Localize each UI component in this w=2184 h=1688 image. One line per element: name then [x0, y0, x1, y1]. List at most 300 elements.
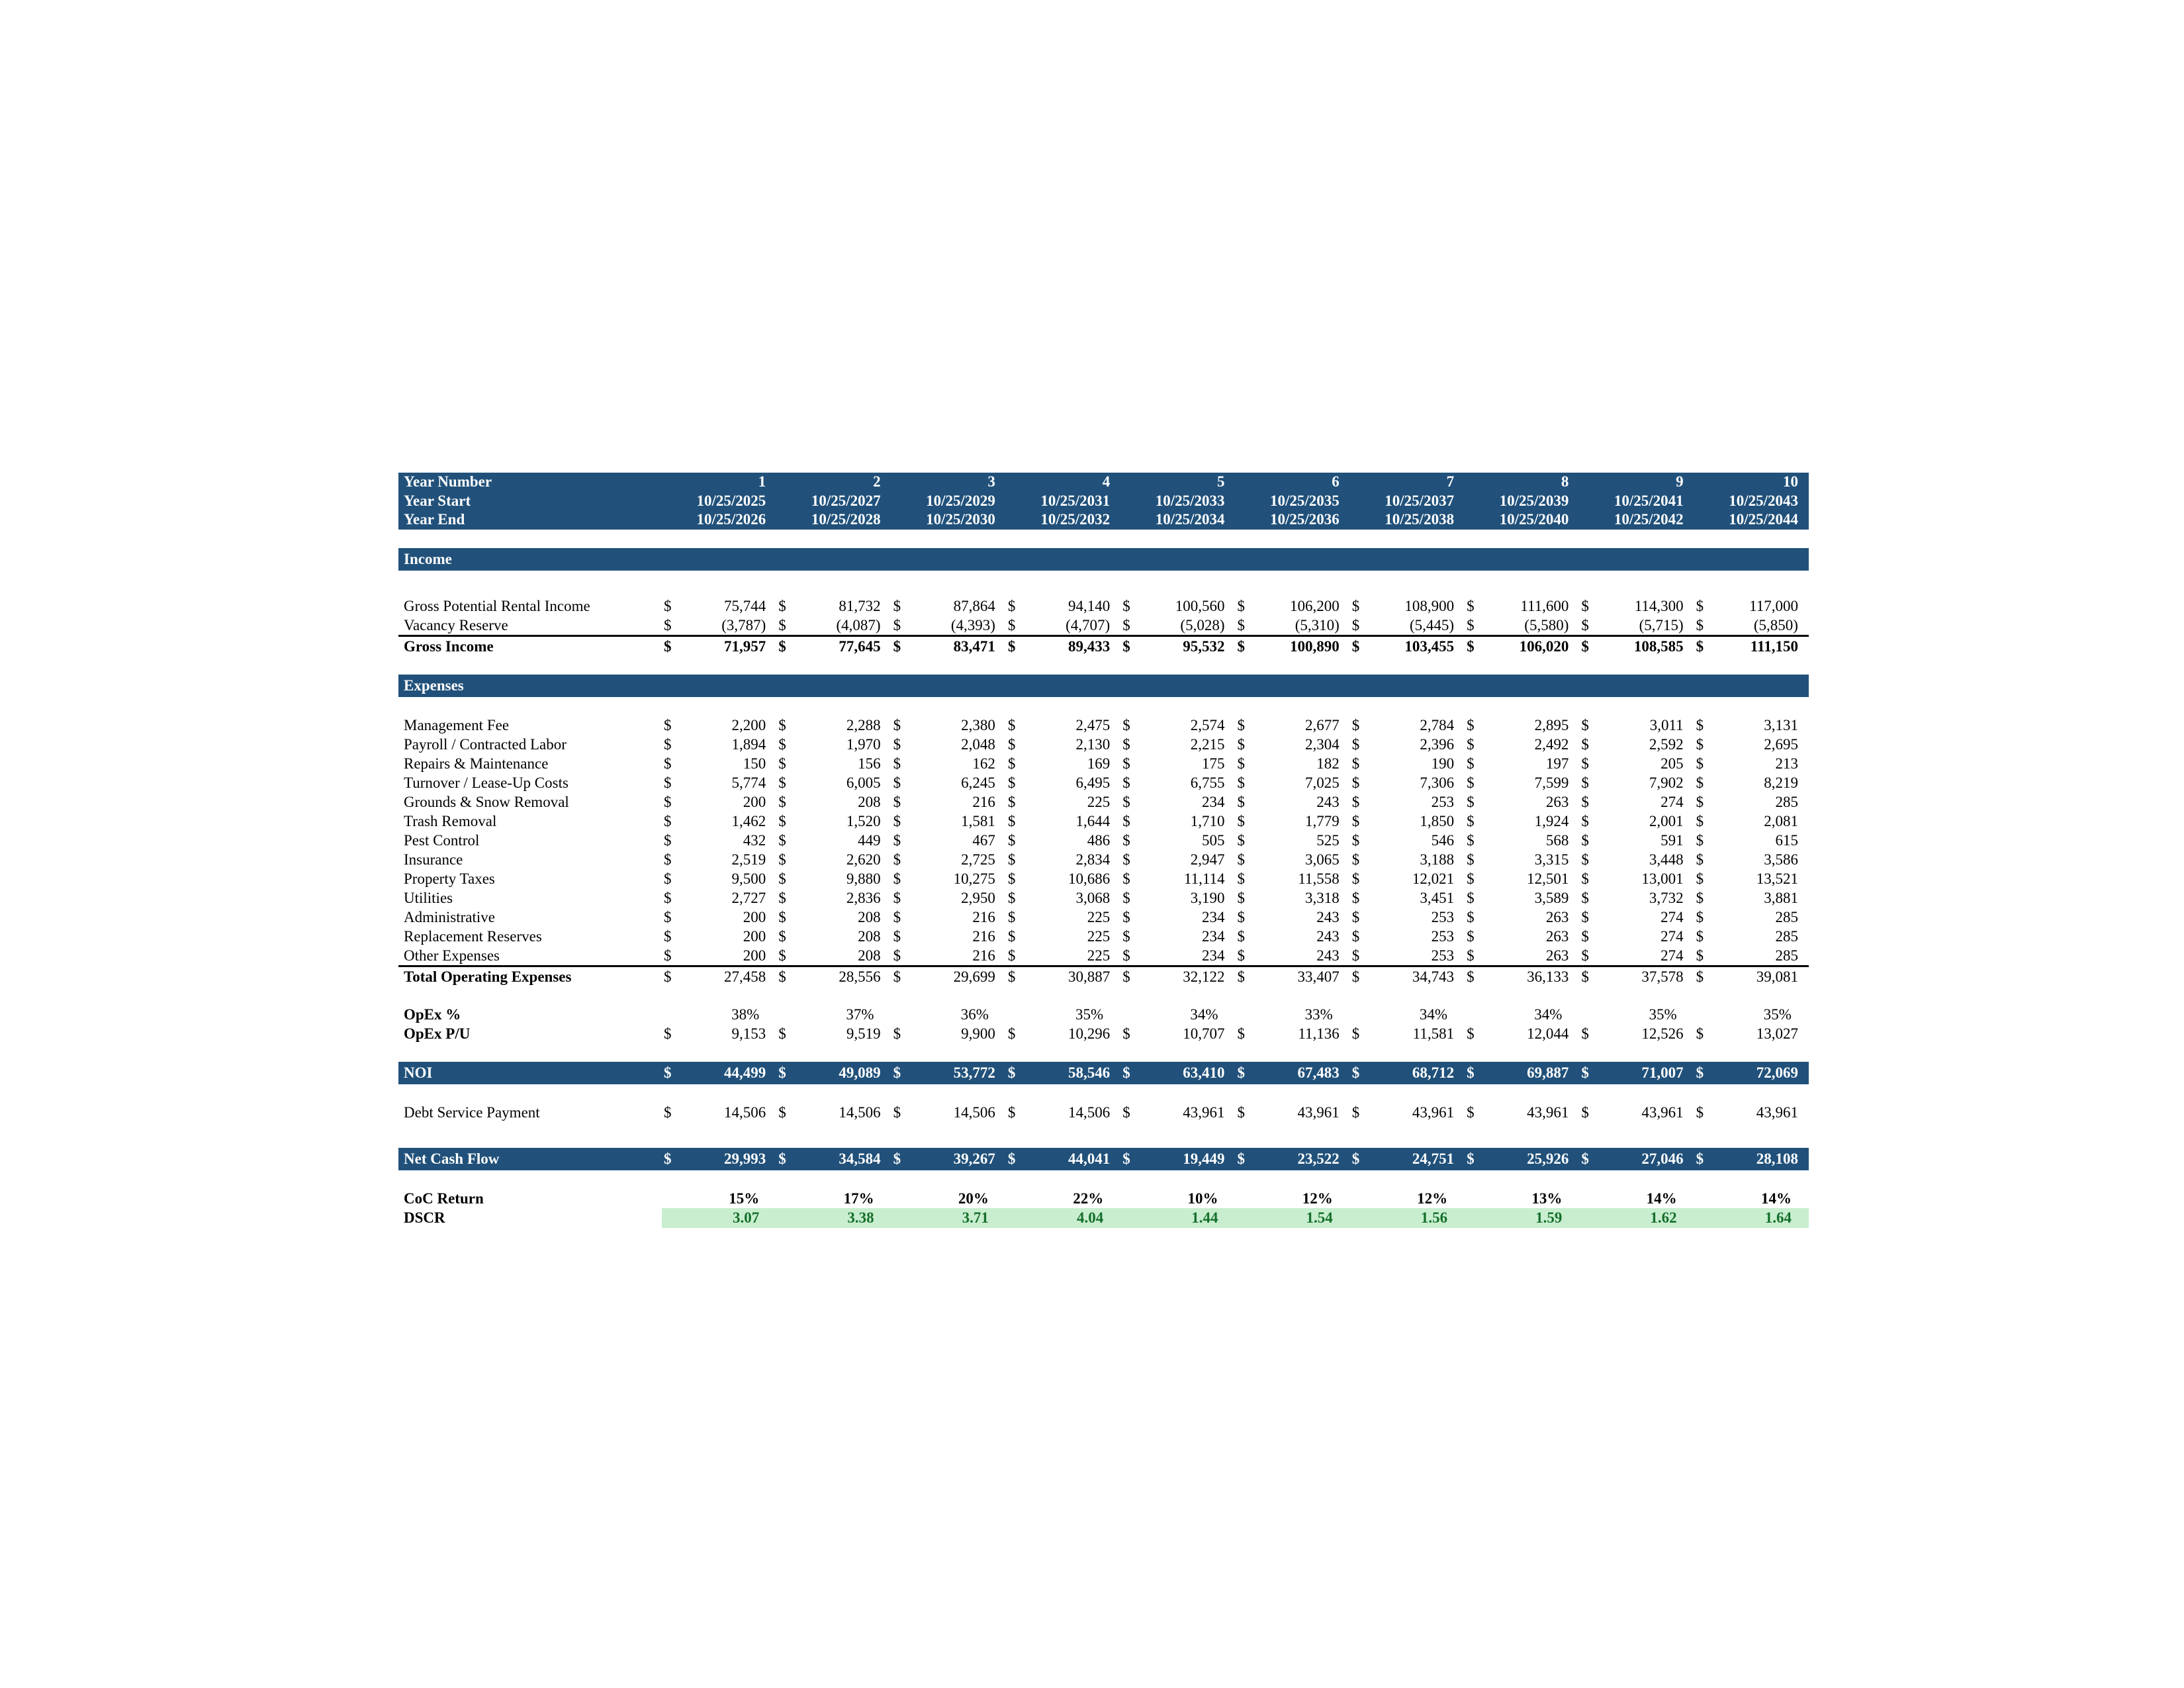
- cell-value: 24,751: [1412, 1150, 1455, 1168]
- dollar-sign: $: [1351, 1064, 1360, 1082]
- dollar-sign: $: [1581, 755, 1589, 773]
- dollar-sign: $: [893, 1025, 901, 1043]
- year-cell: [891, 492, 1006, 511]
- dollar-sign: $: [1007, 617, 1016, 634]
- value-cell: [1235, 869, 1349, 888]
- cell-value: (5,715): [1639, 617, 1684, 634]
- year-cell: [776, 510, 891, 530]
- value-cell: [662, 1024, 776, 1043]
- row-label: Other Expenses: [404, 947, 500, 964]
- row-values: [662, 1024, 1809, 1043]
- dollar-sign: $: [1007, 813, 1016, 830]
- dollar-sign: $: [778, 736, 786, 753]
- value-cell: [1694, 888, 1809, 908]
- dollar-sign: $: [1007, 1025, 1016, 1043]
- dollar-sign: $: [1467, 717, 1475, 734]
- dscr-row: [398, 1208, 1809, 1228]
- cell-value: 10/25/2026: [696, 511, 766, 528]
- row-label: Gross Income: [404, 638, 494, 655]
- cell-value: 44,499: [724, 1064, 766, 1082]
- dollar-sign: $: [1467, 1064, 1475, 1082]
- value-cell: [1006, 908, 1120, 927]
- cell-value: 449: [858, 832, 881, 849]
- cell-value: 14,506: [724, 1104, 766, 1121]
- row-label: Turnover / Lease-Up Costs: [404, 774, 569, 792]
- cell-value: 10/25/2025: [696, 492, 766, 509]
- value-cell: [1694, 1005, 1809, 1024]
- cell-value: 10/25/2043: [1729, 492, 1798, 509]
- value-cell: [1235, 616, 1349, 635]
- dollar-sign: $: [778, 890, 786, 907]
- dollar-sign: $: [893, 598, 901, 615]
- cell-value: 13,001: [1641, 870, 1684, 888]
- dollar-sign: $: [664, 909, 672, 926]
- cell-value: 285: [1775, 794, 1798, 811]
- cell-value: 3,318: [1305, 890, 1340, 907]
- value-cell: [1579, 850, 1694, 869]
- row-values: [662, 850, 1809, 869]
- dollar-sign: $: [1351, 736, 1360, 753]
- value-cell: [662, 967, 776, 986]
- year-cell: [1006, 492, 1120, 511]
- value-cell: [1694, 1208, 1809, 1228]
- cell-value: 10/25/2036: [1270, 511, 1340, 528]
- cell-value: 1: [758, 473, 766, 490]
- cell-value: 1,779: [1305, 813, 1340, 830]
- dollar-sign: $: [664, 947, 672, 964]
- dollar-sign: $: [778, 1150, 786, 1168]
- value-cell: [1120, 967, 1235, 986]
- dollar-sign: $: [778, 794, 786, 811]
- row-label: Management Fee: [404, 717, 510, 734]
- cell-value: 546: [1431, 832, 1455, 849]
- dollar-sign: $: [1007, 851, 1016, 868]
- dollar-sign: $: [1581, 1150, 1589, 1168]
- dollar-sign: $: [1237, 1104, 1245, 1121]
- dollar-sign: $: [1351, 794, 1360, 811]
- cell-value: 72,069: [1756, 1064, 1798, 1082]
- cell-value: 9: [1676, 473, 1684, 490]
- dollar-sign: $: [1007, 968, 1016, 986]
- row-values: [662, 596, 1809, 616]
- cell-value: 2,519: [731, 851, 766, 868]
- value-cell: [891, 869, 1006, 888]
- cell-value: 19,449: [1183, 1150, 1225, 1168]
- dollar-sign: $: [1467, 909, 1475, 926]
- cell-value: 5: [1216, 473, 1225, 490]
- dollar-sign: $: [1696, 968, 1704, 986]
- dollar-sign: $: [1351, 755, 1360, 773]
- dollar-sign: $: [1351, 717, 1360, 734]
- dollar-sign: $: [1351, 617, 1360, 634]
- dollar-sign: $: [1696, 1104, 1704, 1121]
- dollar-sign: $: [1122, 794, 1130, 811]
- value-cell: [1350, 754, 1465, 773]
- cell-value: 2,081: [1764, 813, 1798, 830]
- cell-value: 225: [1087, 928, 1111, 945]
- row-label: Year Number: [404, 473, 492, 490]
- cell-value: 234: [1201, 909, 1225, 926]
- dollar-sign: $: [1007, 909, 1016, 926]
- value-cell: [1694, 831, 1809, 850]
- cell-value: (5,850): [1753, 617, 1798, 634]
- cell-value: 68,712: [1412, 1064, 1455, 1082]
- dollar-sign: $: [1007, 598, 1016, 615]
- dollar-sign: $: [1237, 638, 1245, 655]
- row-label: OpEx %: [404, 1006, 461, 1023]
- value-cell: [776, 927, 891, 946]
- spacer-row: [398, 1122, 1809, 1148]
- value-cell: [1694, 1062, 1809, 1084]
- cell-value: 7,306: [1420, 774, 1455, 792]
- dollar-sign: $: [1122, 909, 1130, 926]
- cell-value: 7,025: [1305, 774, 1340, 792]
- cell-value: 285: [1775, 909, 1798, 926]
- cell-value: 243: [1316, 928, 1340, 945]
- row-label: Trash Removal: [404, 813, 497, 830]
- value-cell: [1579, 792, 1694, 812]
- dollar-sign: $: [1007, 832, 1016, 849]
- value-cell: [1579, 946, 1694, 965]
- value-cell: [776, 1103, 891, 1122]
- value-cell: [662, 888, 776, 908]
- cell-value: 1,924: [1534, 813, 1569, 830]
- value-cell: [891, 596, 1006, 616]
- spacer-row: [398, 530, 1809, 548]
- value-cell: [662, 946, 776, 965]
- cell-value: 2,001: [1649, 813, 1684, 830]
- dollar-sign: $: [1237, 1064, 1245, 1082]
- cell-value: 15%: [729, 1190, 760, 1207]
- cell-value: 12,021: [1412, 870, 1455, 888]
- value-cell: [1465, 716, 1579, 735]
- value-cell: [891, 812, 1006, 831]
- cell-value: 13%: [1531, 1190, 1563, 1207]
- row-label: NOI: [404, 1064, 433, 1082]
- value-cell: [891, 716, 1006, 735]
- dollar-sign: $: [1122, 832, 1130, 849]
- dollar-sign: $: [1467, 832, 1475, 849]
- cell-value: 27,046: [1641, 1150, 1684, 1168]
- cell-value: 36,133: [1527, 968, 1569, 986]
- cell-value: 34%: [1190, 1006, 1218, 1023]
- dollar-sign: $: [1581, 909, 1589, 926]
- section-band: Expenses: [398, 675, 1809, 697]
- cell-value: 1.64: [1764, 1209, 1792, 1227]
- value-cell: [662, 716, 776, 735]
- value-cell: [1579, 735, 1694, 754]
- dollar-sign: $: [664, 755, 672, 773]
- dollar-sign: $: [778, 947, 786, 964]
- value-cell: [1694, 637, 1809, 656]
- row-label: Administrative: [404, 909, 495, 926]
- cell-value: 3,448: [1649, 851, 1684, 868]
- dollar-sign: $: [1122, 638, 1130, 655]
- cell-value: 274: [1661, 947, 1684, 964]
- dollar-sign: $: [893, 794, 901, 811]
- value-cell: [1235, 1024, 1349, 1043]
- cell-value: 53,772: [953, 1064, 995, 1082]
- dollar-sign: $: [1007, 870, 1016, 888]
- dollar-sign: $: [1237, 755, 1245, 773]
- cell-value: 4.04: [1076, 1209, 1104, 1227]
- cell-value: 111,600: [1520, 598, 1569, 615]
- dollar-sign: $: [778, 598, 786, 615]
- dollar-sign: $: [778, 870, 786, 888]
- value-cell: [1235, 735, 1349, 754]
- value-cell: [1120, 754, 1235, 773]
- cell-value: (4,393): [950, 617, 995, 634]
- value-cell: [776, 869, 891, 888]
- value-cell: [891, 1024, 1006, 1043]
- cell-value: 43,961: [1412, 1104, 1455, 1121]
- value-cell: [891, 616, 1006, 635]
- dollar-sign: $: [664, 736, 672, 753]
- spacer-row: [398, 986, 1809, 1005]
- dollar-sign: $: [1696, 1025, 1704, 1043]
- cell-value: 505: [1201, 832, 1225, 849]
- cell-value: 11,114: [1183, 870, 1225, 888]
- cell-value: 2,200: [731, 717, 766, 734]
- cell-value: 11,558: [1298, 870, 1340, 888]
- cell-value: 58,546: [1068, 1064, 1111, 1082]
- cell-value: 182: [1316, 755, 1340, 773]
- value-cell: [1694, 735, 1809, 754]
- value-cell: [891, 946, 1006, 965]
- value-cell: [1006, 773, 1120, 792]
- dollar-sign: $: [1237, 717, 1245, 734]
- value-cell: [1006, 812, 1120, 831]
- dollar-sign: $: [664, 638, 672, 655]
- cell-value: 253: [1431, 928, 1455, 945]
- value-cell: [662, 1208, 776, 1228]
- value-cell: [891, 1062, 1006, 1084]
- dollar-sign: $: [1237, 947, 1245, 964]
- value-cell: [1350, 927, 1465, 946]
- value-cell: [1579, 908, 1694, 927]
- value-cell: [1579, 1148, 1694, 1170]
- cell-value: 208: [858, 928, 881, 945]
- value-cell: [1579, 888, 1694, 908]
- dollar-sign: $: [1007, 947, 1016, 964]
- row-values: [662, 616, 1809, 635]
- cell-value: 71,007: [1641, 1064, 1684, 1082]
- value-cell: [1006, 754, 1120, 773]
- cell-value: 10/25/2041: [1614, 492, 1684, 509]
- cell-value: 162: [972, 755, 995, 773]
- row-label: Debt Service Payment: [404, 1104, 540, 1121]
- value-cell: [1465, 773, 1579, 792]
- value-cell: [662, 1148, 776, 1170]
- table-body: [398, 530, 1809, 1228]
- cell-value: 2: [873, 473, 881, 490]
- table-row: [398, 908, 1809, 927]
- cell-value: 3,068: [1075, 890, 1111, 907]
- cell-value: 253: [1431, 794, 1455, 811]
- dollar-sign: $: [1007, 717, 1016, 734]
- value-cell: [1120, 831, 1235, 850]
- value-cell: [1235, 1148, 1349, 1170]
- cell-value: 13,521: [1756, 870, 1798, 888]
- value-cell: [776, 812, 891, 831]
- value-cell: [1120, 850, 1235, 869]
- row-values: [662, 927, 1809, 946]
- cell-value: 3,586: [1764, 851, 1798, 868]
- cell-value: 43,961: [1183, 1104, 1225, 1121]
- row-values: [662, 754, 1809, 773]
- value-cell: [1006, 1005, 1120, 1024]
- value-cell: [1465, 869, 1579, 888]
- cell-value: 1.44: [1191, 1209, 1218, 1227]
- value-cell: [1235, 888, 1349, 908]
- dollar-sign: $: [778, 832, 786, 849]
- cell-value: 200: [743, 928, 766, 945]
- table-row: [398, 946, 1809, 965]
- cell-value: 274: [1661, 928, 1684, 945]
- value-cell: [1350, 1208, 1465, 1228]
- value-cell: [891, 831, 1006, 850]
- spacer-row: [398, 1084, 1809, 1103]
- value-cell: [1350, 637, 1465, 656]
- value-cell: [662, 1103, 776, 1122]
- dollar-sign: $: [778, 1025, 786, 1043]
- dollar-sign: $: [1696, 717, 1704, 734]
- value-cell: [1350, 1024, 1465, 1043]
- cell-value: (5,445): [1410, 617, 1455, 634]
- value-cell: [662, 927, 776, 946]
- year-cell: [1350, 510, 1465, 530]
- dollar-sign: $: [1007, 1150, 1016, 1168]
- header-values: [662, 473, 1809, 492]
- cell-value: 10/25/2032: [1040, 511, 1111, 528]
- value-cell: [891, 888, 1006, 908]
- dollar-sign: $: [1696, 851, 1704, 868]
- cell-value: 285: [1775, 928, 1798, 945]
- dollar-sign: $: [1467, 890, 1475, 907]
- dollar-sign: $: [778, 1104, 786, 1121]
- dollar-sign: $: [1581, 794, 1589, 811]
- dollar-sign: $: [778, 928, 786, 945]
- cell-value: 2,288: [846, 717, 881, 734]
- cell-value: 568: [1545, 832, 1569, 849]
- cell-value: 22%: [1073, 1190, 1104, 1207]
- value-cell: [1694, 927, 1809, 946]
- cell-value: 1,462: [731, 813, 766, 830]
- dollar-sign: $: [1581, 1104, 1589, 1121]
- cell-value: 43,961: [1297, 1104, 1340, 1121]
- cell-value: 225: [1087, 794, 1111, 811]
- dollar-sign: $: [1581, 968, 1589, 986]
- dollar-sign: $: [1351, 1150, 1360, 1168]
- value-cell: [1694, 1148, 1809, 1170]
- row-values: [662, 1005, 1809, 1024]
- cell-value: 1,850: [1420, 813, 1455, 830]
- cell-value: 3,881: [1764, 890, 1798, 907]
- value-cell: [891, 1148, 1006, 1170]
- value-cell: [1006, 869, 1120, 888]
- cell-value: 10/25/2037: [1385, 492, 1455, 509]
- dollar-sign: $: [1581, 1064, 1589, 1082]
- cell-value: 6,755: [1190, 774, 1225, 792]
- dollar-sign: $: [1237, 1150, 1245, 1168]
- year-cell: [1350, 473, 1465, 492]
- cell-value: 87,864: [953, 598, 995, 615]
- cell-value: 200: [743, 909, 766, 926]
- value-cell: [1235, 596, 1349, 616]
- dollar-sign: $: [1122, 928, 1130, 945]
- year-cell: [1694, 492, 1809, 511]
- year-cell: [1235, 492, 1349, 511]
- dollar-sign: $: [1237, 968, 1245, 986]
- value-cell: [1465, 735, 1579, 754]
- table-row: [398, 773, 1809, 792]
- cell-value: 9,519: [846, 1025, 881, 1043]
- cell-value: 243: [1316, 794, 1340, 811]
- value-cell: [1694, 908, 1809, 927]
- cell-value: 10/25/2028: [811, 511, 881, 528]
- row-label: DSCR: [404, 1209, 445, 1227]
- cell-value: 216: [972, 909, 995, 926]
- dollar-sign: $: [1351, 1104, 1360, 1121]
- value-cell: [1579, 812, 1694, 831]
- cell-value: (4,087): [836, 617, 881, 634]
- value-cell: [1579, 869, 1694, 888]
- dollar-sign: $: [1581, 947, 1589, 964]
- cell-value: 10,686: [1068, 870, 1111, 888]
- cell-value: 100,560: [1175, 598, 1225, 615]
- cell-value: 253: [1431, 947, 1455, 964]
- dollar-sign: $: [893, 1150, 901, 1168]
- cell-value: 200: [743, 794, 766, 811]
- cell-value: 169: [1087, 755, 1111, 773]
- dollar-sign: $: [1122, 1150, 1130, 1168]
- value-cell: [1235, 754, 1349, 773]
- dollar-sign: $: [1696, 909, 1704, 926]
- header-row: [398, 473, 1809, 492]
- value-cell: [1006, 616, 1120, 635]
- value-cell: [662, 869, 776, 888]
- dollar-sign: $: [1581, 1025, 1589, 1043]
- cell-value: 3,131: [1764, 717, 1798, 734]
- cell-value: 2,725: [961, 851, 995, 868]
- year-cell: [1465, 473, 1579, 492]
- year-cell: [662, 473, 776, 492]
- value-cell: [1235, 1208, 1349, 1228]
- dollar-sign: $: [664, 890, 672, 907]
- table-row: [398, 831, 1809, 850]
- dollar-sign: $: [1351, 832, 1360, 849]
- dollar-sign: $: [1696, 736, 1704, 753]
- cell-value: 67,483: [1297, 1064, 1340, 1082]
- value-cell: [776, 735, 891, 754]
- value-cell: [891, 754, 1006, 773]
- dollar-sign: $: [1122, 947, 1130, 964]
- dollar-sign: $: [1467, 794, 1475, 811]
- cell-value: 5,774: [731, 774, 766, 792]
- cell-value: 27,458: [724, 968, 766, 986]
- value-cell: [1006, 1024, 1120, 1043]
- dollar-sign: $: [1237, 851, 1245, 868]
- cell-value: 225: [1087, 947, 1111, 964]
- cell-value: 37%: [846, 1006, 874, 1023]
- cell-value: 2,380: [961, 717, 995, 734]
- value-cell: [1350, 869, 1465, 888]
- dollar-sign: $: [1467, 968, 1475, 986]
- cell-value: 108,585: [1633, 638, 1684, 655]
- cell-value: 38%: [731, 1006, 760, 1023]
- year-cell: [1579, 473, 1694, 492]
- value-cell: [891, 908, 1006, 927]
